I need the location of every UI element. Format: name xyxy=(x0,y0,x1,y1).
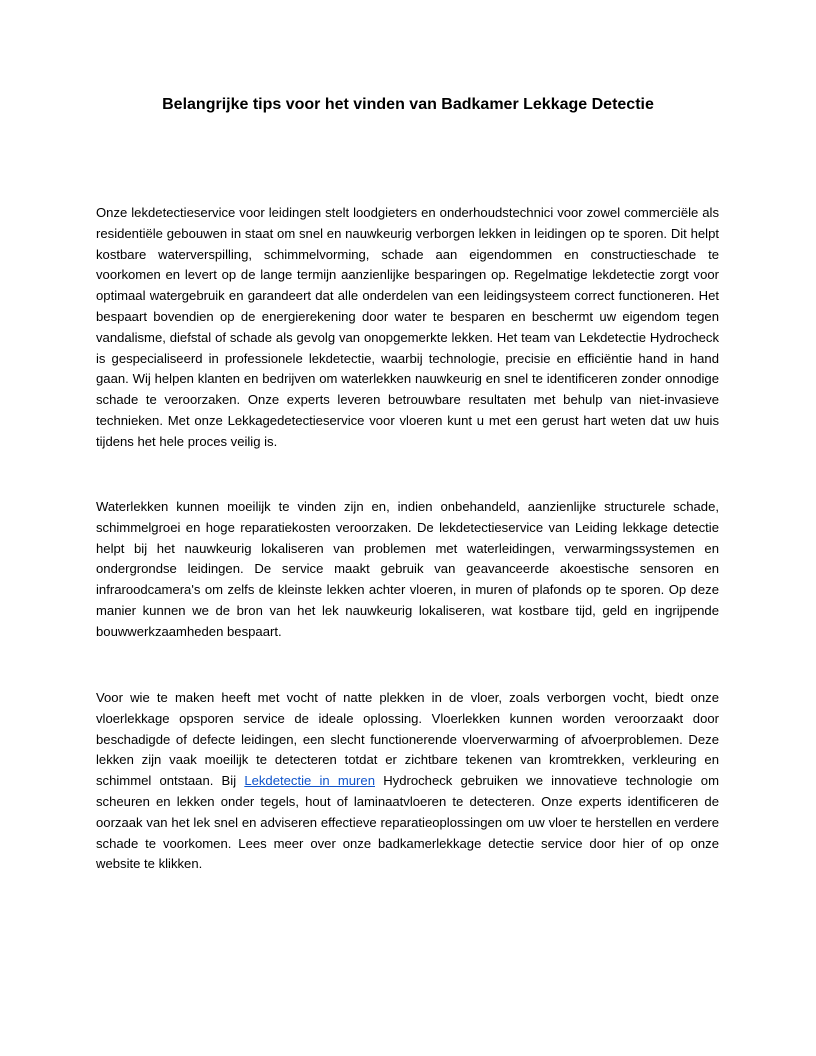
lekdetectie-in-muren-link[interactable]: Lekdetectie in muren xyxy=(244,773,375,789)
paragraph-3 xyxy=(96,688,719,875)
paragraph-3-text-after-link: Hydrocheck gebruiken we innovatieve technologie om scheuren en lekken onder tegels, hout of laminaatvloeren te detecteren. Onze experts identificeren de oorzaak van het lek snel en adviseren effectieve reparatieoplossingen om uw vloer te herstellen en verdere schade te voorkomen. Lees meer over onze badkamerlekkage detectie service door hier of op onze website te klikken. xyxy=(96,773,719,872)
paragraph-2: Waterlekken kunnen moeilijk te vinden zijn en, indien onbehandeld, aanzienlijke structurele schade, schimmelgroei en hoge reparatiekosten veroorzaken. De lekdetectieservice van Leiding lekkage detectie helpt bij het nauwkeurig lokaliseren van problemen met waterleidingen, verwarmingssystemen en ondergrondse leidingen. De service maakt gebruik van geavanceerde akoestische sensoren en infraroodcamera's om zelfs de kleinste lekken achter vloeren, in muren of plafonds op te sporen. Op deze manier kunnen we de bron van het lek nauwkeurig lokaliseren, wat kostbare tijd, geld en ingrijpende bouwwerkzaamheden bespaart. xyxy=(96,499,719,639)
document-title: Belangrijke tips voor het vinden van Badkamer Lekkage Detectie xyxy=(162,96,654,113)
paragraph-3-text-before-link: Voor wie te maken heeft met vocht of natte plekken in de vloer, zoals verborgen vocht, biedt onze vloerlekkage opsporen service de ideale oplossing. Vloerlekken kunnen worden veroorzaakt door beschadigde of defecte leidingen, een slecht functionerende vloerverwarming of afvoerproblemen. Deze lekken zijn vaak moeilijk te detecteren totdat er zichtbare tekenen van kromtrekken, verkleuring en schimmel ontstaan. Bij xyxy=(96,690,719,789)
paragraph-1: Onze lekdetectieservice voor leidingen stelt loodgieters en onderhoudstechnici voor zowel commerciële als residentiële gebouwen in staat om snel en nauwkeurig verborgen lekken in leidingen op te sporen. Dit helpt kostbare waterverspilling, schimmelvorming, schade aan eigendommen en constructieschade te voorkomen en levert op de lange termijn aanzienlijke besparingen op. Regelmatige lekdetectie zorgt voor optimaal watergebruik en garandeert dat alle onderdelen van een leidingsysteem correct functioneren. Het bespaart bovendien op de energierekening door water te besparen en beschermt uw eigendom tegen vandalisme, diefstal of schade als gevolg van onopgemerkte lekken. Het team van Lekdetectie Hydrocheck is gespecialiseerd in professionele lekdetectie, waarbij technologie, precisie en efficiëntie hand in hand gaan. Wij helpen klanten en bedrijven om waterlekken nauwkeurig en snel te identificeren zonder onnodige schade te veroorzaken. Onze experts leveren betrouwbare resultaten met behulp van niet-invasieve technieken. Met onze Lekkagedetectieservice voor vloeren kunt u met een gerust hart weten dat uw huis tijdens het hele proces veilig is. xyxy=(96,205,719,449)
